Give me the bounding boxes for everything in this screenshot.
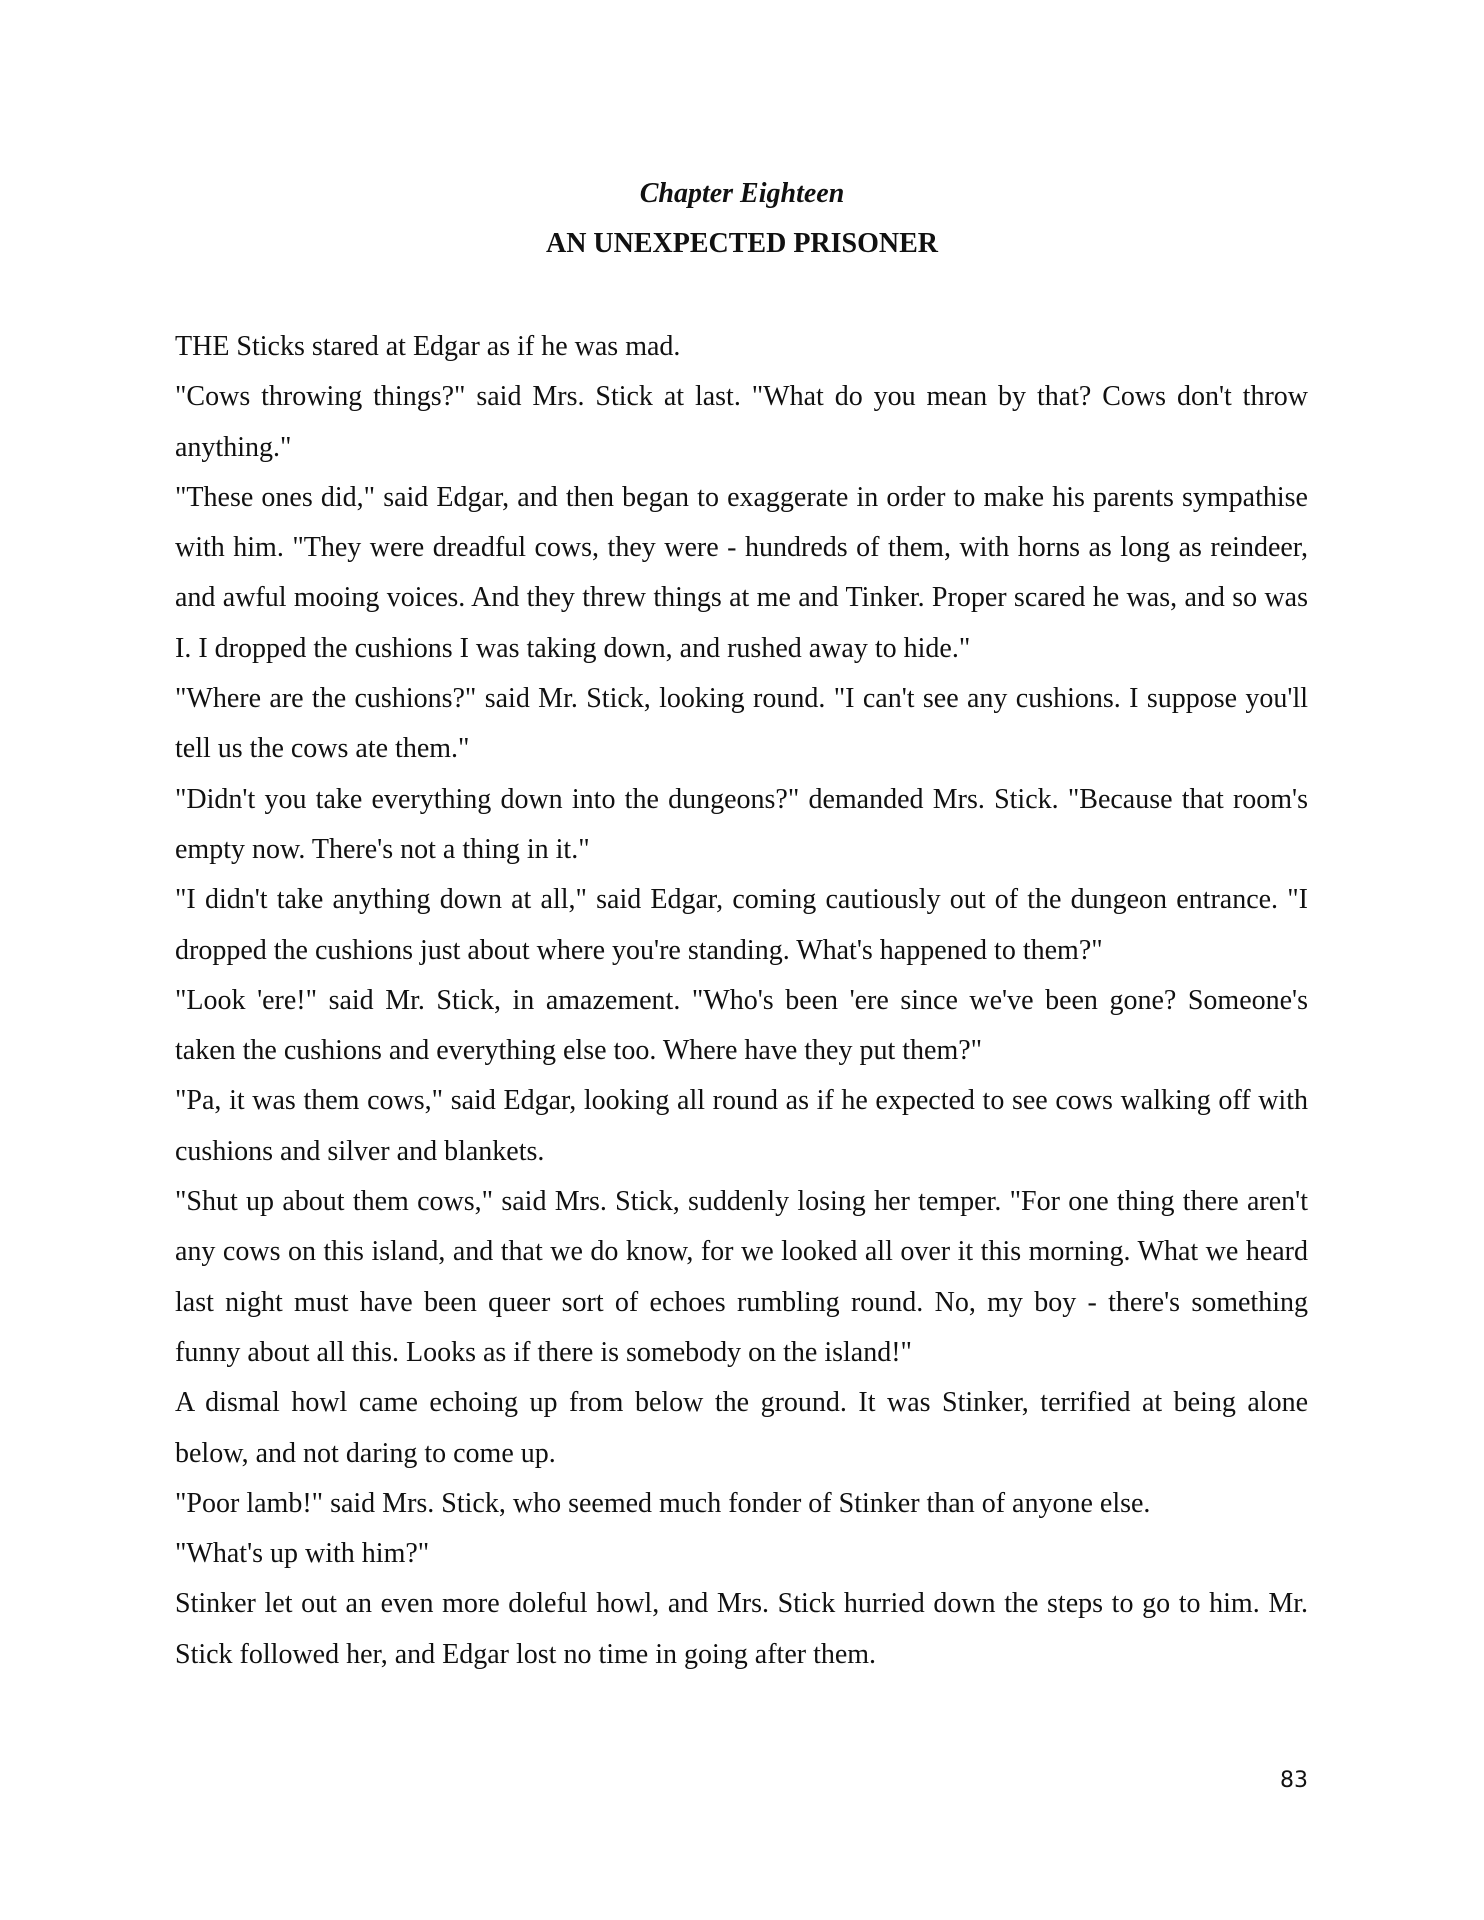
- paragraph: "I didn't take anything down at all," said Edgar, coming cautiously out of the dungeon entrance. "I dropped the cushions just about where you're standing. What's happened to them?": [175, 884, 1308, 966]
- page-number: 83: [1280, 1768, 1308, 1793]
- paragraph: "Poor lamb!" said Mrs. Stick, who seemed much fonder of Stinker than of anyone else.: [175, 1487, 1151, 1519]
- paragraph: "Didn't you take everything down into the dungeons?" demanded Mrs. Stick. "Because that room's empty now. There's not a thing in it.": [175, 783, 1308, 865]
- body-text: [175, 322, 1308, 1680]
- paragraph: A dismal howl came echoing up from below the ground. It was Stinker, terrified at being alone below, and not daring to come up.: [175, 1387, 1308, 1469]
- chapter-label: Chapter Eighteen: [639, 178, 845, 209]
- paragraph: Stinker let out an even more doleful howl, and Mrs. Stick hurried down the steps to go to him. Mr. Stick followed her, and Edgar lost no time in going after them.: [175, 1588, 1308, 1670]
- chapter-title: AN UNEXPECTED PRISONER: [545, 228, 939, 259]
- paragraph: "Where are the cushions?" said Mr. Stick, looking round. "I can't see any cushions. I suppose you'll tell us the cows ate them.": [175, 683, 1308, 765]
- paragraph: "Look 'ere!" said Mr. Stick, in amazement. "Who's been 'ere since we've been gone? Someone's taken the cushions and everything else too. Where have they put them?": [175, 984, 1308, 1067]
- paragraph: THE Sticks stared at Edgar as if he was mad.: [175, 331, 681, 362]
- paragraph: "Pa, it was them cows," said Edgar, looking all round as if he expected to see cows walking off with cushions and silver and blankets.: [175, 1085, 1308, 1167]
- paragraph: "Cows throwing things?" said Mrs. Stick at last. "What do you mean by that? Cows don't throw anything.": [175, 381, 1308, 463]
- paragraph: "These ones did," said Edgar, and then began to exaggerate in order to make his parents sympathise with him. "They were dreadful cows, they were - hundreds of them, with horns as long as reindeer, and awful mooing voices. And they threw things at me and Tinker. Proper scared he was, and so was I. I dropped the cushions I was taking down, and rushed away to hide.": [175, 481, 1308, 664]
- paragraph: "What's up with him?": [175, 1538, 430, 1570]
- paragraph: "Shut up about them cows," said Mrs. Stick, suddenly losing her temper. "For one thing there aren't any cows on this island, and that we do know, for we looked all over it this morning. What we heard last night must have been queer sort of echoes rumbling round. No, my boy - there's something funny about all this. Looks as if there is somebody on the island!": [175, 1186, 1308, 1368]
